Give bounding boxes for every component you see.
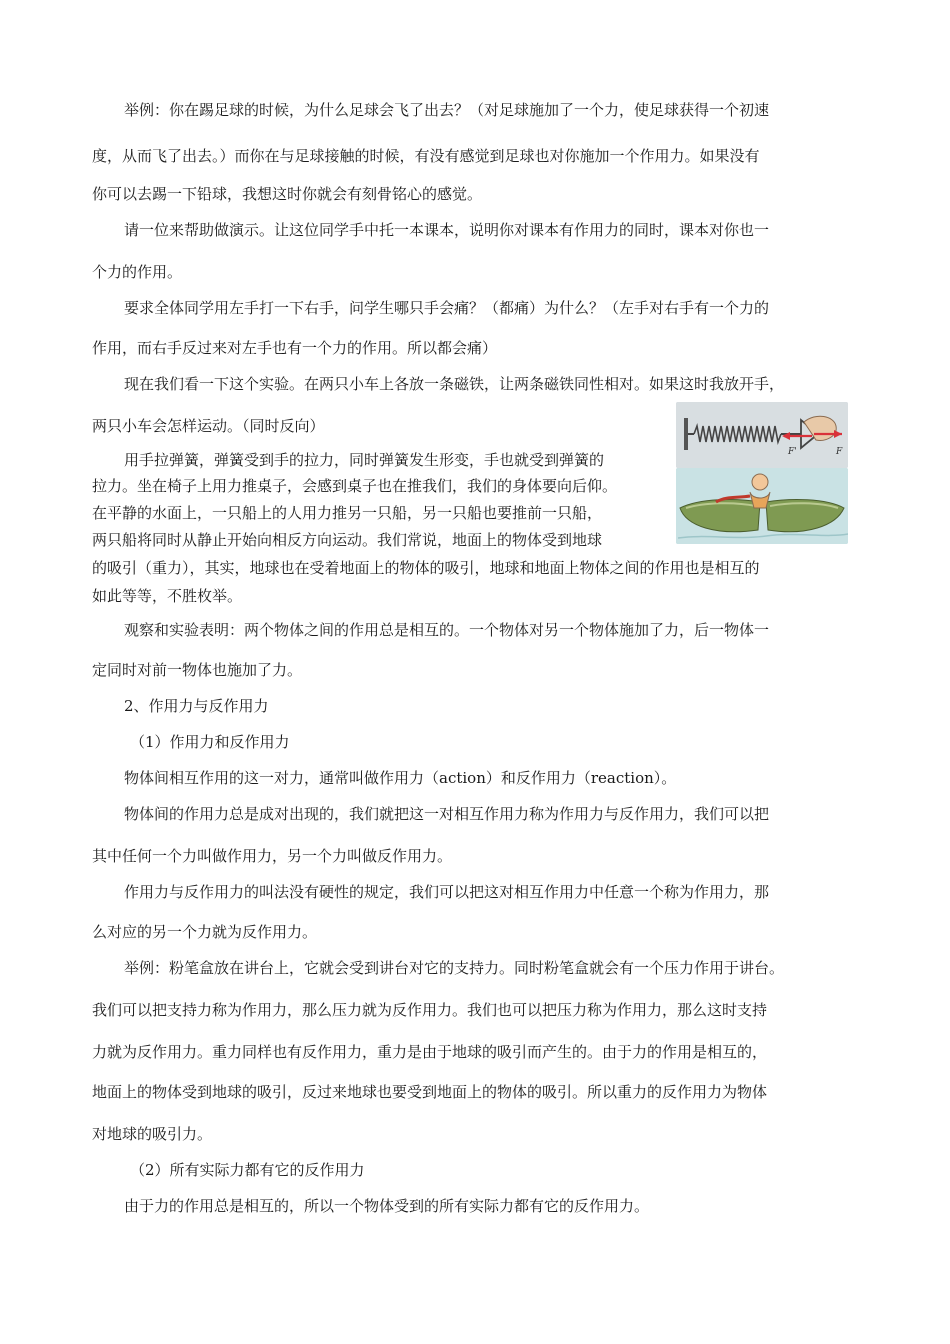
p4-line1: 现在我们看一下这个实验。在两只小车上各放一条磁铁，让两条磁铁同性相对。如果这时我放开手，	[124, 375, 785, 393]
p1-line1: 举例：你在踢足球的时候，为什么足球会飞了出去？（对足球施加了一个力，使足球获得一个初速	[124, 101, 770, 119]
p5-line3: 在平静的水面上，一只船上的人用力推另一只船，另一只船也要推前一只船，	[92, 504, 603, 522]
p2-line1: 请一位来帮助做演示。让这位同学手中托一本课本，说明你对课本有作用力的同时，课本对你也一	[124, 221, 770, 239]
subheading-2-1: （1）作用力和反作用力	[130, 733, 290, 751]
p5-line5: 的吸引（重力），其实，地球也在受着地面上的物体的吸引，地球和地面上物体之间的作用也是相互的	[92, 559, 760, 577]
p1-line2: 度，从而飞了出去。）而你在与足球接触的时候，有没有感觉到足球也对你施加一个作用力。如果没有	[92, 147, 760, 165]
p8-line2: 其中任何一个力叫做作用力，另一个力叫做反作用力。	[92, 847, 453, 865]
boats-illustration	[676, 468, 848, 544]
p3-line2: 作用，而右手反过来对左手也有一个力的作用。所以都会痛）	[92, 339, 498, 357]
p9-line1: 作用力与反作用力的叫法没有硬性的规定，我们可以把这对相互作用力中任意一个称为作用力，那	[124, 883, 770, 901]
p9-line2: 么对应的另一个力就为反作用力。	[92, 923, 318, 941]
subheading-2-2: （2）所有实际力都有它的反作用力	[130, 1161, 365, 1179]
p1-line3: 你可以去踢一下铅球，我想这时你就会有刻骨铭心的感觉。	[92, 185, 483, 203]
p10-line5: 对地球的吸引力。	[92, 1125, 213, 1143]
p7-line1: 物体间相互作用的这一对力，通常叫做作用力（action）和反作用力（reaction）。	[124, 769, 677, 787]
p10-line2: 我们可以把支持力称为作用力，那么压力就为反作用力。我们也可以把压力称为作用力，那么这时支持	[92, 1001, 768, 1019]
section-heading-2: 2、作用力与反作用力	[124, 697, 269, 715]
p10-line3: 力就为反作用力。重力同样也有反作用力，重力是由于地球的吸引而产生的。由于力的作用是相互的，	[92, 1043, 768, 1061]
p6-line1: 观察和实验表明：两个物体之间的作用总是相互的。一个物体对另一个物体施加了力，后一物体一	[124, 621, 770, 639]
p4-line2: 两只小车会怎样运动。（同时反向）	[92, 417, 325, 435]
p6-line2: 定同时对前一物体也施加了力。	[92, 661, 303, 679]
spring-illustration	[676, 402, 848, 468]
p5-line6: 如此等等，不胜枚举。	[92, 587, 243, 605]
p2-line2: 个力的作用。	[92, 263, 183, 281]
p5-line1: 用手拉弹簧，弹簧受到手的拉力，同时弹簧发生形变，手也就受到弹簧的	[124, 451, 605, 469]
p3-line1: 要求全体同学用左手打一下右手，问学生哪只手会痛？（都痛）为什么？（左手对右手有一个力的	[124, 299, 770, 317]
p10-line4: 地面上的物体受到地球的吸引，反过来地球也要受到地面上的物体的吸引。所以重力的反作用力为物体	[92, 1083, 768, 1101]
p5-line2: 拉力。坐在椅子上用力推桌子，会感到桌子也在推我们，我们的身体要向后仰。	[92, 477, 618, 495]
p10-line1: 举例：粉笔盒放在讲台上，它就会受到讲台对它的支持力。同时粉笔盒就会有一个压力作用于讲台。	[124, 959, 785, 977]
spring-label-right: F	[836, 447, 843, 457]
p8-line1: 物体间的作用力总是成对出现的，我们就把这一对相互作用力称为作用力与反作用力，我们可以把	[124, 805, 770, 823]
p11-line1: 由于力的作用总是相互的，所以一个物体受到的所有实际力都有它的反作用力。	[124, 1197, 650, 1215]
spring-label-left: F'	[788, 447, 797, 457]
p5-line4: 两只船将同时从静止开始向相反方向运动。我们常说，地面上的物体受到地球	[92, 531, 603, 549]
